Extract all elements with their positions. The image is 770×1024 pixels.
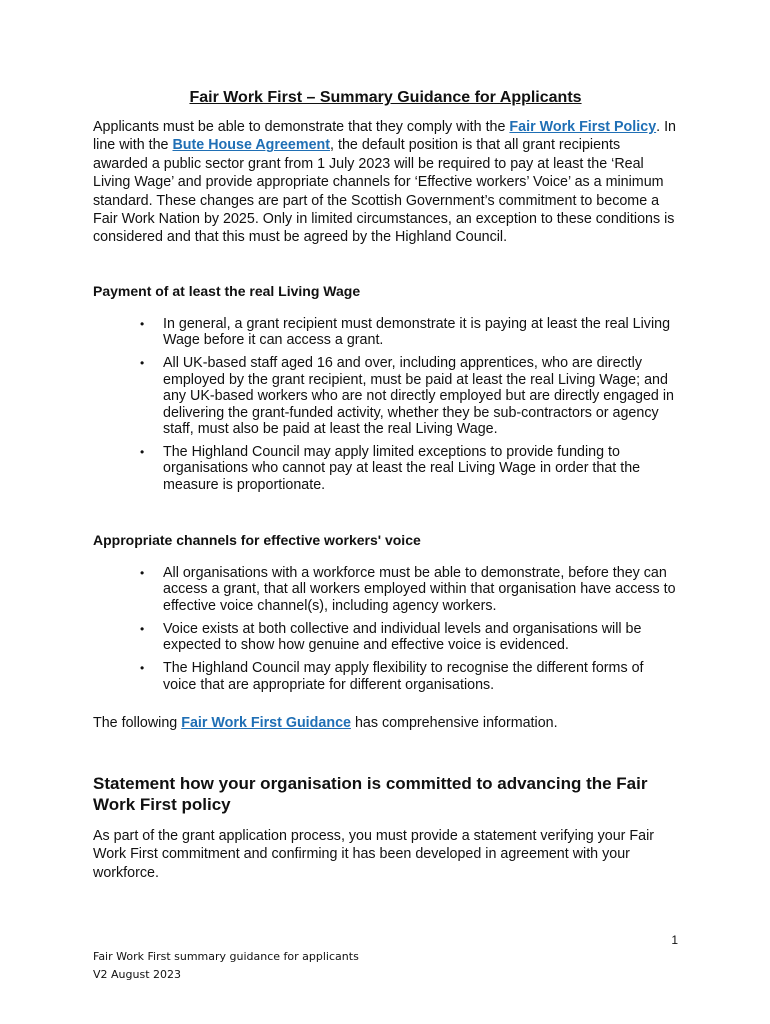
intro-text-3: , the default position is that all grant recipients awarded a public sector grant from 1 July 2023 will be required to pay at least the ‘Real Living Wage’ and provide appropriate channels for ‘Effective workers’ Voice’ as a minimum standard. These changes are part of the Scottish Government’s commitment to become a Fair Work Nation by 2025. Only in limited circumstances, an exception to these conditions is considered and that this must be agreed by the Highland Council.	[93, 137, 675, 246]
footer	[93, 948, 359, 984]
guidance-paragraph	[93, 714, 678, 732]
guidance-text-1: The following	[93, 715, 182, 731]
statement-heading: Statement how your organisation is committed to advancing the Fair Work First policy	[93, 774, 648, 814]
list-item: • The Highland Council may apply flexibility to recognise the different forms of voice that are appropriate for different organisations.	[130, 660, 678, 693]
footer-version: V2 August 2023	[93, 968, 182, 981]
workers-voice-heading: Appropriate channels for effective workers' voice	[93, 532, 421, 548]
statement-paragraph: As part of the grant application process, you must provide a statement verifying your Fair Work First commitment and confirming it has been developed in agreement with your workforce.	[93, 828, 655, 881]
living-wage-heading: Payment of at least the real Living Wage	[93, 283, 361, 299]
bute-house-agreement-link[interactable]: Bute House Agreement	[172, 137, 331, 154]
workers-voice-list	[130, 565, 678, 700]
guidance-text-2: has comprehensive information.	[350, 715, 558, 731]
fair-work-first-policy-link[interactable]: Fair Work First Policy	[509, 119, 657, 135]
intro-text-2: . In line with the	[93, 119, 677, 154]
list-item: • All UK-based staff aged 16 and over, including apprentices, who are directly employed by the grant recipient, must be paid at least the real Living Wage; and any UK-based workers who are not directly employed but are directly engaged in delivering the grant-funded activity, whether they be sub-contractors or agency staff, must also be paid at least the real Living Wage.	[130, 355, 678, 437]
footer-title: Fair Work First summary guidance for applicants	[93, 950, 359, 963]
living-wage-list	[130, 316, 678, 500]
intro-paragraph	[93, 118, 678, 247]
document-title: Fair Work First – Summary Guidance for Applicants	[189, 89, 582, 106]
list-item: • In general, a grant recipient must demonstrate it is paying at least the real Living Wage before it can access a grant.	[130, 316, 678, 349]
fair-work-first-guidance-link[interactable]: Fair Work First Guidance	[181, 715, 351, 731]
list-item: • All organisations with a workforce must be able to demonstrate, before they can access a grant, that all workers employed within that organisation have access to effective voice channel(s), including agency workers.	[130, 565, 678, 614]
list-item: • The Highland Council may apply limited exceptions to provide funding to organisations who cannot pay at least the real Living Wage in order that the measure is proportionate.	[130, 444, 678, 493]
list-item: • Voice exists at both collective and individual levels and organisations will be expected to show how genuine and effective voice is evidenced.	[130, 621, 678, 654]
intro-text-1: Applicants must be able to demonstrate that they comply with the	[93, 119, 510, 135]
page-number: 1	[671, 933, 678, 947]
